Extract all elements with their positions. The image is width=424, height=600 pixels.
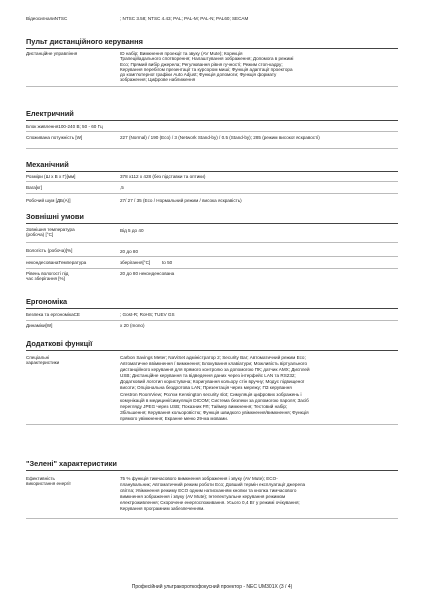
storage-temp-text: зберігання[°C]	[120, 260, 151, 265]
electrical-title: Електричний	[26, 109, 74, 118]
noise-label: Робочий шум [ДБ(A)]	[26, 198, 71, 203]
remote-line: Eco; Прямий вибір джерела; Регулювання рівня гучності; Режим стоп-кадру;	[120, 61, 283, 67]
green-line: вимкнення зображення і звуку (AV Mute); Інтелектуальне керування режимом	[120, 494, 286, 500]
weight-value: ,5	[120, 185, 124, 190]
row-divider	[26, 256, 398, 257]
feature-line: Carbon Savings Meter; NaViSet адміністратор 2; Security Bar; Автоматичний режим Eco;	[120, 355, 306, 360]
feature-line: Автоматичне ввімкнення / вимкнення; Блокування клавіатури; Можливість віртуального	[120, 361, 308, 367]
row-divider	[26, 181, 398, 182]
feature-line: Crestron RoomView; Роз'єм Kensington security slot; Симуляція цифрових зображень і	[120, 391, 302, 397]
energy-efficiency-label	[26, 476, 114, 487]
mechanical-title: Механічний	[26, 160, 69, 169]
speakers-label: Динаміки[W]	[26, 323, 53, 328]
special-features-label	[26, 355, 114, 366]
row-divider	[26, 148, 398, 149]
remote-line: до комп'ютерної графіки Auto Adjust; Функція допомоги; Функція формату	[120, 72, 277, 78]
environment-title: Зовнішні умови	[26, 212, 84, 221]
row-divider	[26, 242, 398, 243]
storage-temp-label: некондесованаТемпература	[26, 260, 87, 265]
weight-label: Вага[кг]	[26, 185, 42, 190]
storage-humidity-label	[26, 271, 114, 282]
power-consumption-value: 227 (Normal) / 190 (Eco) / 3 (Network Stand-by) / 0.5 (Stand-by); 285 (режим високої яскравості)	[120, 135, 320, 140]
ergonomics-divider	[26, 308, 398, 309]
row-divider	[26, 320, 398, 321]
green-line: Керування програмним забезпеченням.	[120, 506, 205, 512]
row-divider	[26, 131, 398, 132]
dimensions-value: 378 x112 x 428 (без підставки та оптики)	[120, 174, 206, 179]
extra-divider	[26, 350, 398, 351]
feature-line: висоти; Опціональна бездротова LAN; Презентація через мережу; ПЗ керування	[120, 385, 292, 391]
environment-divider	[26, 223, 398, 224]
energy-efficiency-value	[120, 476, 400, 513]
power-supply-label: Блок живлення100-240 В; 50 - 60 Гц	[26, 124, 103, 129]
feature-line: перегляду JPEG через USB; Показник РЛ; Таймер вимкнення; Тестовий набір;	[120, 403, 288, 409]
power-consumption-label: Споживана потужність [W]	[26, 135, 83, 140]
feature-line: Збільшення; Керування кольоровістю; Функція швидкого увімкнення/вимкнення; Функція	[120, 409, 309, 415]
label-line: характеристики	[26, 360, 60, 366]
row-divider	[26, 193, 398, 194]
remote-value	[120, 51, 400, 83]
operating-temp-value: Від 5 до 40	[120, 228, 144, 233]
safety-value: ; Gost-R; RoHS; TUEV GS	[120, 312, 175, 317]
dimensions-label: Розміри (Ш х В х Г)[мм]	[26, 174, 76, 179]
safety-label: Безпека та ергономікаCE	[26, 312, 80, 317]
extra-title: Додаткові функції	[26, 339, 93, 348]
storage-temp-range: to 50	[162, 260, 173, 265]
operating-humidity-label: Вологість (робоча)[%]	[26, 248, 73, 253]
row-divider	[26, 424, 398, 425]
green-title: "Зелені" характеристики	[26, 459, 117, 468]
feature-line: прямого увімкнення; Екранне меню 29-ма мовами.	[120, 415, 229, 421]
label-line: Ефективність	[26, 476, 55, 481]
label-line: Спеціальні	[26, 355, 50, 360]
page-footer: Професійний ультракороткофокусний проектор - NEC UM301X (3 / 4)	[131, 584, 293, 590]
storage-temp-value	[120, 260, 400, 265]
label-line: час зберігання [%]	[26, 276, 65, 282]
green-line: світла; Увімкнення режиму ECO одним натисканням кнопки та кнопка тимчасового	[120, 488, 297, 494]
label-line: Зовнішня температура	[26, 227, 75, 232]
feature-line: Додатковий логотип користувача; Коригування кольору стін вручну; Модус підвищеної	[120, 379, 305, 385]
feature-line: комунікацій в медицині/симуляція DICOM; Система безпеки за допомогою пароля; Засіб	[120, 397, 309, 403]
remote-title: Пульт дистанційного керування	[26, 37, 143, 46]
ergonomics-title: Ергономіка	[26, 297, 68, 306]
remote-line: зображення; Цифрове наближення	[120, 77, 196, 83]
video-value: ; NTSC 3.58; NTSC 4.43; PAL; PAL-M; PAL-N; PAL60; SECAM	[120, 16, 249, 21]
special-features-value	[120, 355, 400, 422]
label-line: Рівень вологості під	[26, 271, 69, 276]
noise-value: 27/ 27 / 35 (Eco / Нормальний режим / висока яскравість)	[120, 198, 242, 203]
electrical-divider	[26, 120, 398, 121]
remote-divider	[26, 48, 398, 49]
row-divider	[26, 268, 398, 269]
feature-line: USB; Дистанційне керування та відведення даних через інтерфейс LAN та RS232;	[120, 373, 296, 379]
label-line: використання енергії	[26, 481, 71, 487]
video-label: ВідеосигналиNTSC	[26, 16, 68, 21]
remote-label: Дистанційне управління	[26, 51, 78, 56]
mechanical-divider	[26, 171, 398, 172]
operating-temp-label	[26, 227, 114, 238]
row-divider	[26, 518, 398, 519]
label-line: (робоча) [°C]	[26, 232, 54, 238]
speakers-value: x 20 (mono)	[120, 323, 145, 328]
green-line: 75 % функція тимчасового вимкнення зображення і звуку (AV Mute); ECO-	[120, 476, 278, 481]
green-line: електроживлення; Скорочене енергоспоживання. Усього 0,4 Вт у режимі очікування;	[120, 500, 300, 506]
green-divider	[26, 470, 398, 471]
remote-line: Трапеційадального спотворення; Налаштування зображення; Допомога в режимі	[120, 56, 294, 62]
storage-humidity-value: 20 до 80 неконденсована	[120, 271, 175, 276]
remote-line: Керування перебігом презентації та курсором миші; Функція адаптації проектора	[120, 66, 293, 72]
feature-line: дистанційного керування для прямого контролю за допомогою ПК; датчик AMX; Дисплей	[120, 367, 310, 373]
operating-humidity-value: 20 до 80	[120, 249, 139, 254]
green-line: планувальник; Автоматичний режим роботи Eco; Довший термін експлуатації джерела	[120, 482, 306, 488]
remote-line: ID набір; Вимкнення проекції та звуку (AV Mute); Корекція	[120, 51, 243, 56]
row-divider	[26, 86, 398, 87]
